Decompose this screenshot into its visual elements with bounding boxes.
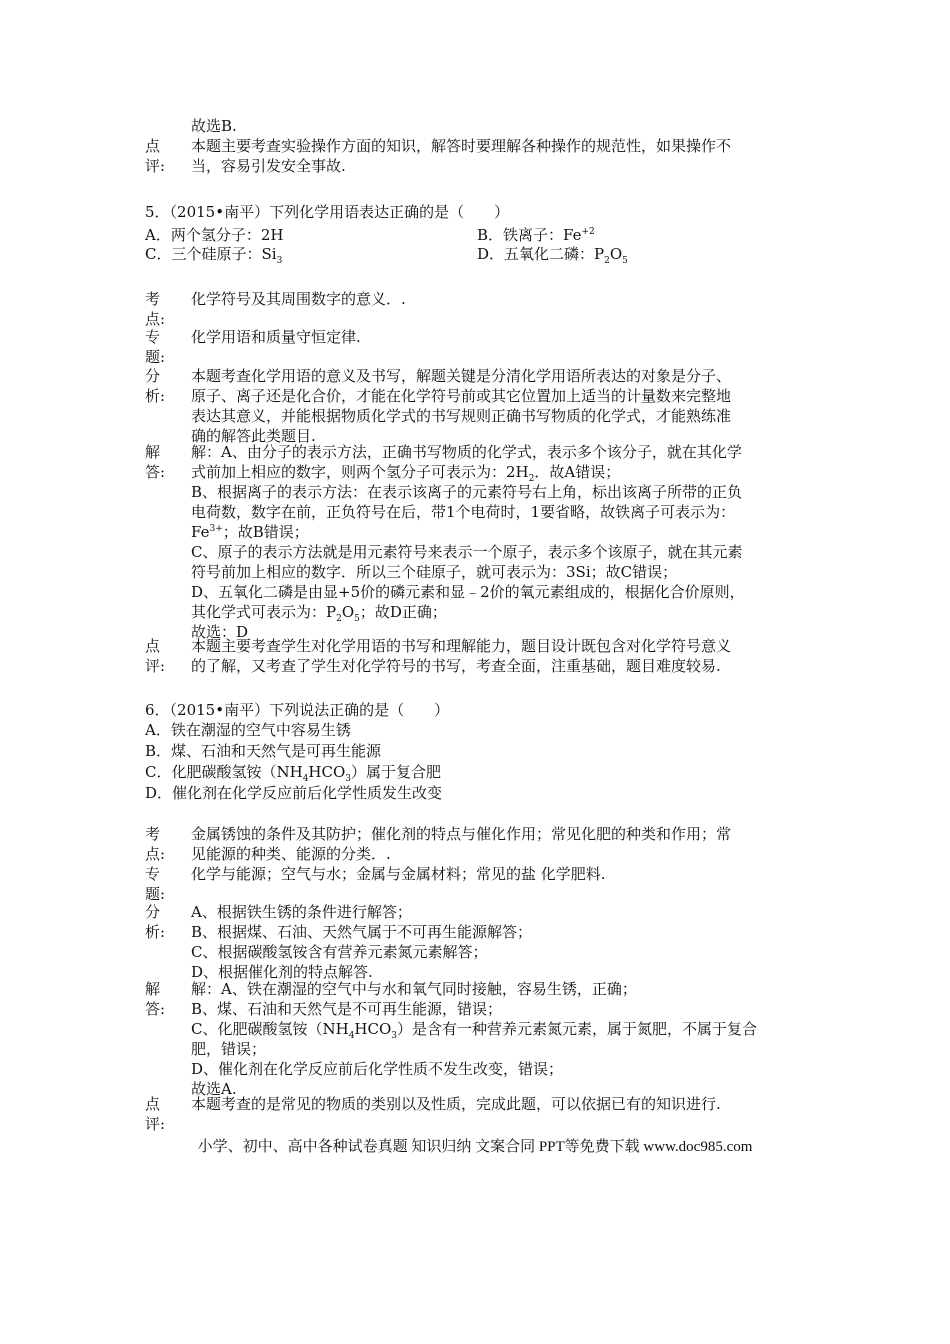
dianping-label: 点 评: [145, 637, 166, 675]
dianping-label: 点 评: [145, 1095, 166, 1133]
q6-option-b: B．煤、石油和天然气是可再生能源 [145, 742, 382, 760]
jieda-text: 解：A、铁在潮湿的空气中与水和氧气同时接触，容易生锈，正确； B、煤、石油和天然气是不可再生能源，错误； C、化肥碳酸氢铵$(NH_4HCO_3)$是含有一种营养元素氮元素，属于氮肥，不属于复合 肥，错误； D、催化剂在化学反应前后化学性质不发生改变，错误； 故选A. [191, 980, 758, 1098]
q6-kaodian-block [145, 824, 810, 864]
comment-label: 点 评: [145, 137, 166, 175]
question-5-options-row-2 [145, 244, 810, 264]
conclusion-text: 故选B. [191, 117, 237, 135]
q5-option-d: D．五氧化二磷：$P_2O_5$ [477, 245, 628, 266]
q5-jieda-block [145, 442, 810, 642]
question-5-options-row-1 [145, 225, 810, 245]
q5-option-b: B．铁离子：$Fe^{+2}$ [477, 226, 595, 244]
dianping-text: 本题主要考查学生对化学用语的书写和理解能力，题目设计既包含对化学符号意义 的了解，又考查了学生对化学符号的书写，考查全面，注重基础，题目难度较易. [191, 637, 732, 675]
q5-kaodian-block [145, 289, 810, 329]
fenxi-text: 本题考查化学用语的意义及书写，解题关键是分清化学用语所表达的对象是分子、 原子、离子还是化合价，才能在化学符号前或其它位置加上适当的计量数来完整地 表达其意义，并能根据物质化学式的书写规则正确书写物质的化学式，才能熟练准 确的解答此类题目. [191, 367, 732, 445]
q6-zhuanti-block [145, 864, 810, 904]
q5-zhuanti-block [145, 327, 810, 367]
zhuanti-text: 化学用语和质量守恒定律. [191, 328, 361, 346]
q6-option-c: C．化肥碳酸氢铵$(NH_4HCO_3)$属于复合肥 [145, 763, 442, 784]
q6-option-d: D．催化剂在化学反应前后化学性质发生改变 [145, 784, 443, 802]
fenxi-text: A、根据铁生锈的条件进行解答； B、根据煤、石油、天然气属于不可再生能源解答； C、根据碳酸氢铵含有营养元素氮元素解答； D、根据催化剂的特点解答. [191, 903, 533, 981]
jieda-label: 解 答: [145, 980, 166, 1018]
kaodian-label: 考 点: [145, 290, 166, 328]
question-6-options [145, 720, 810, 804]
fenxi-label: 分 析: [145, 367, 166, 405]
zhuanti-text: 化学与能源；空气与水；金属与金属材料；常见的盐 化学肥料. [191, 865, 606, 883]
q6-option-a: A．铁在潮湿的空气中容易生锈 [145, 721, 351, 739]
jieda-text: 解：A、由分子的表示方法，正确书写物质的化学式，表示多个该分子，就在其化学 式前加上相应的数字，则两个氢分子可表示为：$2H_2$．故A错误； B、根据离子的表示方法：在表示该离子的元素符号右上角，标出该离子所带的正负 电荷数，数字在前，正负符号在后，带1个电荷时，1要省略，故铁离子可表示为： $Fe^{3+}$；故B错误； C、原子的表示方法就是用元素符号来表示一个原子，表示多个该原子，就在其元素 符号前加上相应的数字．所以三个硅原子，就可表示为：3Si；故C错误； D、五氧化二磷是由显+5价的磷元素和显﹣2价的氧元素组成的，根据化合价原则， 其化学式可表示为：$P_2O_5$；故D正确； 故选：D [191, 443, 745, 641]
kaodian-label: 考 点: [145, 825, 166, 863]
q5-option-c: C．三个硅原子：$Si_3$ [145, 245, 283, 266]
q6-fenxi-block [145, 902, 810, 982]
q6-jieda-block [145, 979, 810, 1099]
question-6-stem: 6．（2015•南平）下列说法正确的是（ ） [145, 701, 450, 719]
q5-fenxi-block [145, 366, 810, 446]
jieda-label: 解 答: [145, 443, 166, 481]
kaodian-text: 化学符号及其周围数字的意义．. [191, 290, 406, 308]
dianping-text: 本题考查的是常见的物质的类别以及性质，完成此题，可以依据已有的知识进行. [191, 1095, 721, 1113]
q5-option-a: A．两个氢分子：2H [145, 226, 284, 244]
prev-comment-block [145, 136, 810, 176]
zhuanti-label: 专 题: [145, 865, 166, 903]
q6-dianping-block [145, 1094, 810, 1134]
q5-dianping-block [145, 636, 810, 676]
page-footer: 小学、初中、高中各种试卷真题 知识归纳 文案合同 PPT等免费下载 www.doc985.com [197, 1139, 753, 1155]
zhuanti-label: 专 题: [145, 328, 166, 366]
prev-answer-conclusion [145, 116, 810, 136]
kaodian-text: 金属锈蚀的条件及其防护；催化剂的特点与催化作用；常见化肥的种类和作用；常 见能源的种类、能源的分类．. [191, 825, 732, 863]
comment-body: 本题主要考查实验操作方面的知识，解答时要理解各种操作的规范性，如果操作不 当，容易引发安全事故. [191, 137, 732, 175]
question-5-stem: 5．（2015•南平）下列化学用语表达正确的是（ ） [145, 203, 510, 221]
fenxi-label: 分 析: [145, 903, 166, 941]
